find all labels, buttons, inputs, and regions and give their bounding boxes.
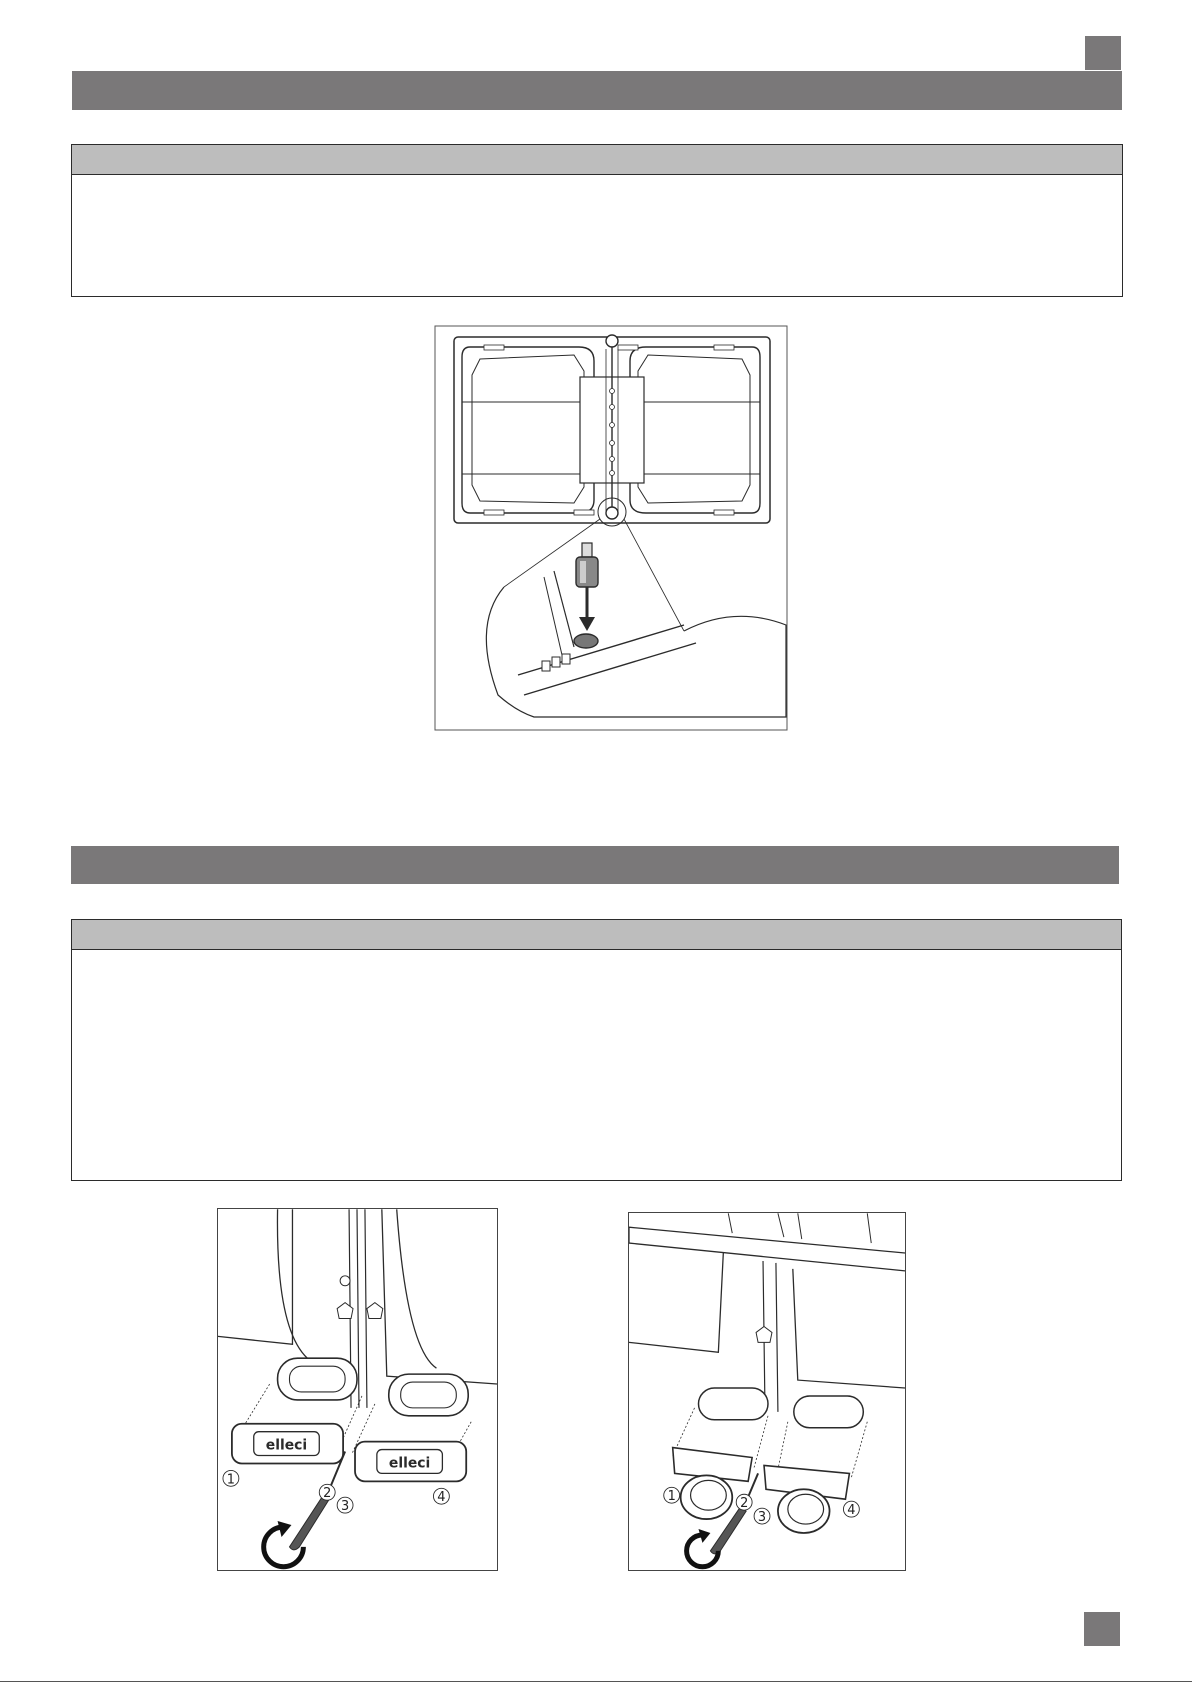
callout-2: 2 — [323, 1486, 332, 1502]
callout-1: 1 — [667, 1489, 676, 1505]
sink-frame-pin-figure — [434, 325, 788, 731]
page-corner-tab-top — [1085, 36, 1121, 70]
callout-4: 4 — [437, 1490, 446, 1506]
section-1-notice-header — [72, 145, 1122, 175]
cover-plate-removal-drawing — [218, 1209, 497, 1570]
callout-1: 1 — [226, 1472, 236, 1488]
callout-2: 2 — [740, 1496, 749, 1512]
section-2-title-bar — [71, 846, 1119, 884]
callout-3: 3 — [340, 1499, 350, 1515]
plate-logo-left: elleci — [265, 1437, 308, 1454]
cover-plate-removal-figure — [217, 1208, 498, 1571]
section-2-notice-box — [71, 919, 1122, 1181]
section-2-notice-header — [72, 920, 1121, 950]
sink-frame-pin-drawing — [434, 325, 788, 731]
section-1-title-bar — [72, 71, 1122, 110]
page-bottom-rule — [0, 1681, 1192, 1683]
section-1-notice-box — [71, 144, 1123, 297]
plate-logo-right: elleci — [388, 1455, 431, 1472]
page-corner-tab-bottom — [1084, 1612, 1120, 1646]
callout-3: 3 — [757, 1510, 767, 1526]
callout-4: 4 — [847, 1503, 856, 1519]
drain-collar-fitting-figure — [628, 1212, 906, 1571]
drain-collar-fitting-drawing — [629, 1213, 905, 1570]
